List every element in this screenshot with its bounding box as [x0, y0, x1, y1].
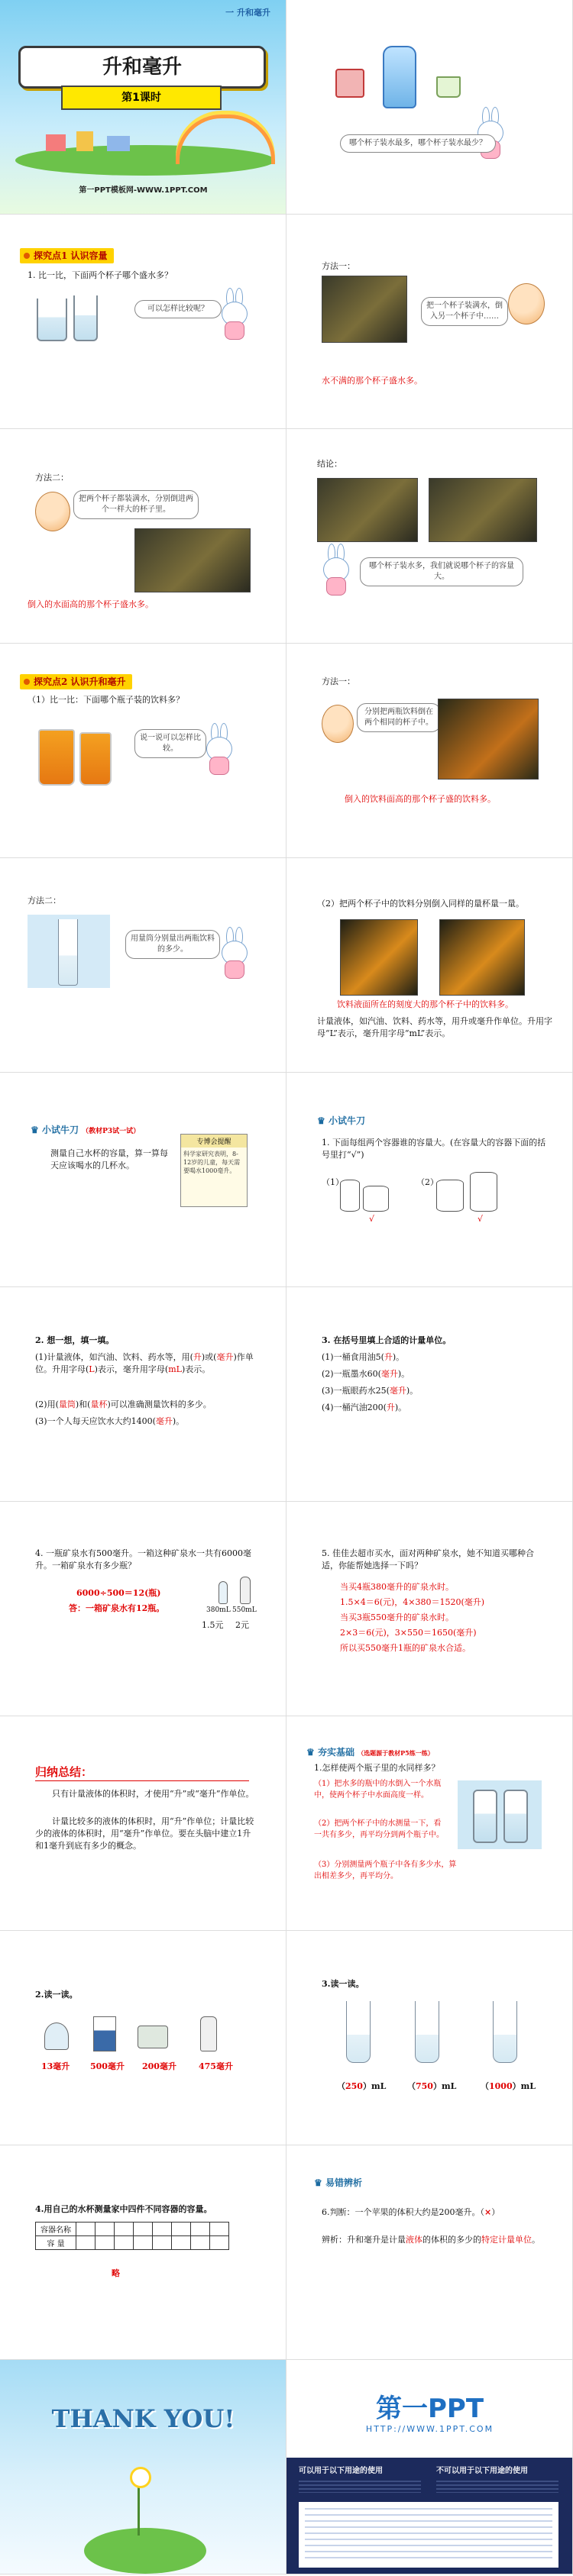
task-text: 测量自己水杯的容量，算一算每天应该喝水的几杯水。: [50, 1148, 168, 1170]
brand-url[interactable]: HTTP://WWW.1PPT.COM: [365, 2424, 494, 2434]
pouring-juice-photo: [438, 699, 539, 780]
reading-1: （250）mL: [337, 2081, 387, 2091]
bottles-photo: [458, 1780, 542, 1849]
slide-23-thanks: [0, 2360, 286, 2574]
bottle-price-small: 1.5元: [202, 1620, 224, 1630]
house: [76, 131, 93, 151]
method-label: 方法一：: [322, 676, 355, 686]
slide-18-basics: [286, 1716, 573, 1931]
speech-bubble: 哪个杯子装水多，我们就说哪个杯子的容量大。: [360, 557, 523, 586]
answer-3: （3）分别测量两个瓶子中各有多少水，算出相差多少，再平均分。: [314, 1861, 457, 1880]
problem-text: 4. 一瓶矿泉水有500毫升。一箱这种矿泉水一共有6000毫升。一箱矿泉水有多少瓶？: [35, 1548, 251, 1570]
question-text: 1. 比一比，下面两个杯子哪个盛水多？: [28, 270, 173, 280]
slide-20-read: [286, 1931, 573, 2145]
basics-tag: [306, 1745, 434, 1758]
thank-you-text: THANK YOU!: [51, 2404, 235, 2433]
problem-text: 5. 佳佳去超市买水，面对两种矿泉水，她不知道买哪种合适，你能帮她选择一下吗？: [322, 1548, 534, 1570]
exercise-title: 2.读一读。: [35, 1990, 78, 2000]
summary-paragraph-2: 计量比较多的液体的体积时，用“升”作单位；计量比较少的液体的体积时，用“毫升”作单位。要在头脑中建立1升和1毫升到底有多少的概念。: [35, 1816, 254, 1851]
instruction-text: （2）把两个杯子中的饮料分别倒入同样的量杯量一量。: [317, 899, 524, 909]
slide-8-method1: [286, 644, 573, 858]
speech-bubble: 说一说可以怎样比较。: [134, 729, 206, 758]
terms-panel: [286, 2458, 573, 2574]
house: [46, 134, 66, 151]
crown-icon: ♛: [306, 1747, 315, 1758]
slide-7-bottles: [0, 644, 286, 858]
table-row-header: 容 量: [36, 2236, 76, 2250]
solution-line-4: 2×3＝6(元)，3×550＝1650(毫升): [340, 1628, 477, 1638]
practice-tag: [317, 1114, 365, 1127]
conclusion-text: 倒入的水面高的那个杯子盛水多。: [28, 599, 154, 609]
unit-line-2: (2)一瓶墨水60(毫升)。: [322, 1369, 410, 1379]
crown-icon: ♛: [31, 1125, 39, 1135]
reading-3: 200毫升: [142, 2061, 176, 2071]
reminder-body: 科学家研究表明，8-12岁的儿童，每天需要喝水1000毫升。: [183, 1151, 241, 1175]
lesson-banner: [61, 86, 222, 110]
answer-table: [35, 2222, 229, 2250]
solution-line-1: 当买4瓶380毫升的矿泉水时。: [340, 1582, 454, 1592]
divider: [35, 1780, 249, 1781]
unit-label: 一 升和毫升: [225, 8, 270, 18]
glass-right: [73, 295, 98, 341]
water-bottle-small: [219, 1581, 228, 1604]
answer-text: 答：一箱矿泉水有12瓶。: [69, 1603, 165, 1613]
answer-2: （2）把两个杯子中的水测量一下，看一共有多少，再平均分到两个瓶子中。: [314, 1819, 444, 1839]
unit-line-1: (1)一桶食用油5(升)。: [322, 1352, 405, 1362]
item-milk-carton: [93, 2016, 116, 2051]
measuring-cup-2: [415, 2001, 439, 2063]
bottle-left: [473, 1790, 497, 1843]
slide-5-method2: [0, 429, 286, 644]
exercise-line-3: (3)一个人每天应饮水大约1400(毫升)。: [35, 1416, 185, 1426]
rabbit-mascot: [222, 927, 248, 980]
child-illustration: [35, 492, 70, 531]
juice-bottle-left: [38, 729, 75, 786]
house: [107, 136, 130, 151]
links-lines: [305, 2508, 552, 2561]
crown-icon: ♛: [317, 1115, 325, 1126]
unit-line-3: (3)一瓶眼药水25(毫升)。: [322, 1386, 419, 1396]
bottle-right: [503, 1790, 528, 1843]
slide-24-brand: [286, 2360, 573, 2574]
container-1b: [363, 1186, 389, 1212]
bottle-price-large: 2元: [235, 1620, 249, 1630]
child-illustration: [508, 283, 545, 324]
page-title: 升和毫升: [102, 56, 182, 79]
reading-3: （1000）mL: [481, 2081, 536, 2091]
slide-15-problem: [0, 1502, 286, 1716]
check-mark-2: √: [478, 1214, 484, 1224]
question-text: 1. 下面每组两个容器谁的容量大。(在容量大的容器下面的括号里打“√”): [322, 1138, 546, 1160]
section-tag: 探究点2 认识升和毫升: [20, 674, 132, 689]
mistake-tag-label: 易错辨析: [325, 2177, 362, 2188]
item-tea-cup: [138, 2026, 168, 2048]
conclusion-label: 结论：: [317, 459, 342, 469]
container-2a: [436, 1180, 464, 1212]
thermos: [383, 46, 416, 108]
cup-small: [436, 76, 461, 98]
basics-tag-source: （选题源于教材P5练一练）: [358, 1749, 434, 1757]
exercise-line-1: (1)计量液体，如汽油、饮料、药水等，用(升)或(毫升)作单位。升用字母(L)表示，毫升用字母(mL)表示。: [35, 1352, 254, 1374]
container-2b: [470, 1172, 497, 1212]
question-text: 1.怎样使两个瓶子里的水同样多？: [314, 1763, 440, 1773]
result-text: 饮料液面所在的刻度大的那个杯子中的饮料多。: [337, 999, 513, 1009]
conclusion-text: 水不满的那个杯子盛水多。: [322, 376, 422, 386]
measuring-cup-1: [346, 2001, 371, 2063]
calculation: 6000÷500＝12(瓶): [76, 1588, 161, 1598]
exercise-title: 3. 在括号里填上合适的计量单位。: [322, 1335, 452, 1345]
judge-question: 6.判断：一个苹果的体积大约是200毫升。（×）: [322, 2207, 500, 2217]
child-illustration: [322, 705, 354, 743]
speech-bubble: 用量筒分别量出两瓶饮料的多少。: [125, 930, 220, 959]
footer-credit: 第一PPT模板网-WWW.1PPT.COM: [79, 186, 208, 195]
measure-photo-right: [439, 919, 525, 996]
slide-2-cups: [286, 0, 573, 215]
definition-text: 计量液体，如汽油、饮料、药水等，用升或毫升作单位。升用字母“L”表示，毫升用字母“mL”表示。: [317, 1016, 552, 1038]
reading-2: （750）mL: [407, 2081, 457, 2091]
measuring-cup-3: [493, 2001, 517, 2063]
solution-line-2: 1.5×4＝6(元)，4×380＝1520(毫升): [340, 1597, 485, 1607]
slide-9-method2: [0, 858, 286, 1073]
reading-1: 13毫升: [41, 2061, 70, 2071]
practice-tag-label: 小试牛刀: [41, 1125, 79, 1135]
forbidden-title: 不可以用于以下用途的使用: [436, 2467, 528, 2475]
check-mark-1: √: [369, 1214, 375, 1224]
exercise-title: 4.用自己的水杯测量家中四件不同容器的容量。: [35, 2204, 212, 2214]
reminder-note: [180, 1134, 248, 1207]
basics-tag-label: 夯实基础: [317, 1747, 354, 1758]
cylinder-photo: [28, 915, 110, 988]
practice-tag: [31, 1123, 140, 1136]
rabbit-mascot: [206, 723, 232, 776]
forbidden-lines: [436, 2481, 558, 2493]
slide-13-fill: [0, 1287, 286, 1502]
method-label: 方法一：: [322, 261, 355, 271]
slide-10-measure: [286, 858, 573, 1073]
water-bottle-large: [240, 1577, 251, 1604]
item-ink-bottle: [44, 2022, 69, 2050]
answer-text: 略: [112, 2268, 120, 2278]
slide-19-read: [0, 1931, 286, 2145]
photo-right: [429, 478, 537, 542]
exercise-title: 3.读一读。: [322, 1979, 364, 1989]
unit-line-4: (4)一桶汽油200(升)。: [322, 1403, 407, 1412]
glass-left: [37, 299, 67, 341]
cup-red: [335, 69, 364, 98]
slide-22-mistakes: [286, 2145, 573, 2360]
conclusion-text: 倒入的饮料面高的那个杯子盛的饮料多。: [345, 794, 496, 804]
slide-4-method1: [286, 215, 573, 429]
practice-tag-source: （教材P3试一试）: [82, 1128, 141, 1135]
speech-bubble: 把一个杯子装满水，倒入另一个杯子中……: [421, 297, 508, 326]
brand-logo: 第一PPT: [375, 2394, 484, 2424]
hill: [84, 2528, 206, 2574]
links-box: [299, 2502, 558, 2568]
juice-bottle-right: [79, 732, 112, 786]
summary-paragraph-1: 只有计量液体的体积时，才使用“升”或“毫升”作单位。: [52, 1789, 254, 1799]
table-row-header: 容器名称: [36, 2223, 76, 2236]
exercise-title: 2. 想一想，填一填。: [35, 1335, 115, 1345]
question-text: （1）比一比：下面哪个瓶子装的饮料多？: [28, 695, 184, 705]
explanation-text: 辨析：升和毫升是计量液体的体积的多少的特定计量单位。: [322, 2235, 540, 2245]
method-label: 方法二：: [35, 473, 69, 483]
item-water-bottle: [200, 2016, 217, 2051]
exercise-line-2: (2)用(量筒)和(量杯)可以准确测量饮料的多少。: [35, 1399, 212, 1409]
judge-answer: ×: [484, 2207, 492, 2217]
solution-line-3: 当买3瓶550毫升的矿泉水时。: [340, 1612, 454, 1622]
rabbit-mascot: [222, 288, 248, 341]
speech-bubble: 哪个杯子装水最多，哪个杯子装水最少？: [340, 134, 496, 153]
reading-4: 475毫升: [199, 2061, 233, 2071]
crown-icon: ♛: [314, 2177, 322, 2188]
container-1a: [340, 1180, 360, 1212]
section-tag: 探究点1 认识容量: [20, 248, 114, 263]
photo-left: [317, 478, 418, 542]
title-banner: [18, 46, 266, 89]
practice-tag-label: 小试牛刀: [328, 1115, 365, 1126]
slide-17-summary: [0, 1716, 286, 1931]
slide-12-practice: [286, 1073, 573, 1287]
summary-title: 归纳总结：: [35, 1765, 93, 1779]
slide-11-practice: [0, 1073, 286, 1287]
measure-photo-left: [340, 919, 418, 996]
allowed-title: 可以用于以下用途的使用: [299, 2467, 383, 2475]
mistake-tag: [314, 2176, 362, 2189]
reading-2: 500毫升: [90, 2061, 125, 2071]
solution-line-5: 所以买550毫升1瓶的矿泉水合适。: [340, 1643, 471, 1653]
slide-3-compare: [0, 215, 286, 429]
slide-6-conclusion: [286, 429, 573, 644]
slide-21-measure-table: [0, 2145, 286, 2360]
bottle-volume-large: 550mL: [232, 1606, 257, 1614]
rabbit-mascot: [323, 544, 349, 597]
slide-14-units: [286, 1287, 573, 1502]
slide-1-cover: [0, 0, 286, 215]
pouring-photo: [134, 528, 251, 592]
pouring-photo: [322, 276, 407, 343]
answer-1: （1）把水多的瓶中的水倒入一个水瓶中，使两个杯子中水面高度一样。: [314, 1780, 442, 1800]
slide-16-problem: [286, 1502, 573, 1716]
reminder-title: 专博会提醒: [181, 1135, 247, 1148]
speech-bubble: 可以怎样比较呢？: [134, 300, 222, 318]
lesson-label: 第1课时: [121, 92, 161, 104]
speech-bubble: 分别把两瓶饮料倒在两个相同的杯子中。: [357, 703, 441, 732]
speech-bubble: 把两个杯子都装满水，分别倒进两个一样大的杯子里。: [73, 490, 199, 519]
group-label-2: （2）: [416, 1177, 439, 1187]
bottle-volume-small: 380mL: [206, 1606, 231, 1614]
flower-icon: [130, 2467, 151, 2488]
allowed-lines: [299, 2481, 421, 2493]
measuring-cylinder: [58, 919, 78, 986]
group-label-1: （1）: [322, 1177, 344, 1187]
method-label: 方法二：: [28, 896, 61, 905]
